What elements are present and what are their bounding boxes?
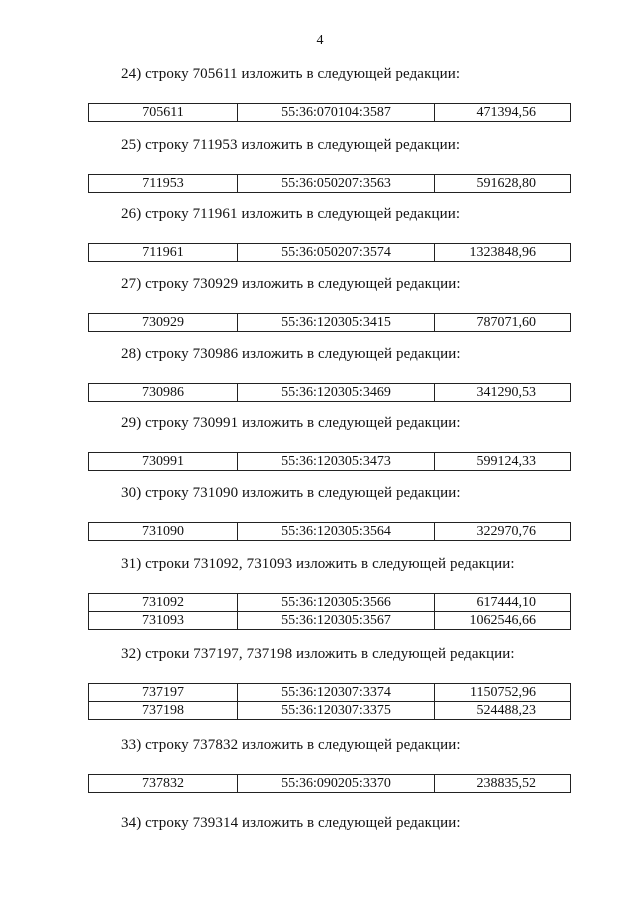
amendment-instruction: 24) строку 705611 изложить в следующей редакции:: [121, 66, 461, 82]
cadastral-number-cell: 55:36:070104:3587: [238, 104, 435, 122]
value-cell: 591628,80: [435, 175, 571, 193]
row-number-cell: 731093: [89, 612, 238, 630]
amendment-instruction: 29) строку 730991 изложить в следующей редакции:: [121, 415, 461, 431]
cadastral-number-cell: 55:36:120305:3564: [238, 523, 435, 541]
amendment-table: [88, 243, 571, 262]
row-number-cell: 737197: [89, 684, 238, 702]
table-row: [89, 612, 571, 630]
amendment-instruction: 30) строку 731090 изложить в следующей редакции:: [121, 485, 461, 501]
cadastral-number-cell: 55:36:120307:3374: [238, 684, 435, 702]
table-row: [89, 244, 571, 262]
amendment-instruction: 32) строки 737197, 737198 изложить в следующей редакции:: [121, 646, 515, 662]
cadastral-number-cell: 55:36:050207:3563: [238, 175, 435, 193]
amendment-instruction: 31) строки 731092, 731093 изложить в следующей редакции:: [121, 556, 515, 572]
cadastral-number-cell: 55:36:120305:3469: [238, 384, 435, 402]
value-cell: 787071,60: [435, 314, 571, 332]
table-row: [89, 594, 571, 612]
row-number-cell: 705611: [89, 104, 238, 122]
row-number-cell: 730929: [89, 314, 238, 332]
page-number: 4: [316, 33, 324, 48]
amendment-instruction: 28) строку 730986 изложить в следующей редакции:: [121, 346, 461, 362]
row-number-cell: 737198: [89, 702, 238, 720]
amendment-instruction: 33) строку 737832 изложить в следующей редакции:: [121, 737, 461, 753]
amendment-table: [88, 522, 571, 541]
row-number-cell: 731092: [89, 594, 238, 612]
value-cell: 524488,23: [435, 702, 571, 720]
table-row: [89, 775, 571, 793]
cadastral-number-cell: 55:36:050207:3574: [238, 244, 435, 262]
row-number-cell: 711953: [89, 175, 238, 193]
value-cell: 322970,76: [435, 523, 571, 541]
value-cell: 341290,53: [435, 384, 571, 402]
cadastral-number-cell: 55:36:120305:3567: [238, 612, 435, 630]
table-row: [89, 523, 571, 541]
table-row: [89, 314, 571, 332]
amendment-table: [88, 103, 571, 122]
cadastral-number-cell: 55:36:120305:3415: [238, 314, 435, 332]
row-number-cell: 731090: [89, 523, 238, 541]
amendment-table: [88, 452, 571, 471]
amendment-table: [88, 383, 571, 402]
cadastral-number-cell: 55:36:090205:3370: [238, 775, 435, 793]
value-cell: 1150752,96: [435, 684, 571, 702]
value-cell: 599124,33: [435, 453, 571, 471]
row-number-cell: 711961: [89, 244, 238, 262]
table-row: [89, 702, 571, 720]
cadastral-number-cell: 55:36:120305:3473: [238, 453, 435, 471]
table-row: [89, 175, 571, 193]
row-number-cell: 730991: [89, 453, 238, 471]
table-row: [89, 684, 571, 702]
table-row: [89, 384, 571, 402]
value-cell: 1323848,96: [435, 244, 571, 262]
amendment-instruction: 27) строку 730929 изложить в следующей редакции:: [121, 276, 461, 292]
table-row: [89, 104, 571, 122]
row-number-cell: 730986: [89, 384, 238, 402]
amendment-table: [88, 774, 571, 793]
value-cell: 238835,52: [435, 775, 571, 793]
amendment-instruction: 34) строку 739314 изложить в следующей редакции:: [121, 815, 461, 831]
amendment-table: [88, 683, 571, 720]
table-row: [89, 453, 571, 471]
cadastral-number-cell: 55:36:120307:3375: [238, 702, 435, 720]
cadastral-number-cell: 55:36:120305:3566: [238, 594, 435, 612]
value-cell: 617444,10: [435, 594, 571, 612]
value-cell: 471394,56: [435, 104, 571, 122]
amendment-instruction: 26) строку 711961 изложить в следующей редакции:: [121, 206, 461, 222]
row-number-cell: 737832: [89, 775, 238, 793]
value-cell: 1062546,66: [435, 612, 571, 630]
amendment-table: [88, 313, 571, 332]
amendment-table: [88, 593, 571, 630]
amendment-instruction: 25) строку 711953 изложить в следующей редакции:: [121, 137, 461, 153]
amendment-table: [88, 174, 571, 193]
